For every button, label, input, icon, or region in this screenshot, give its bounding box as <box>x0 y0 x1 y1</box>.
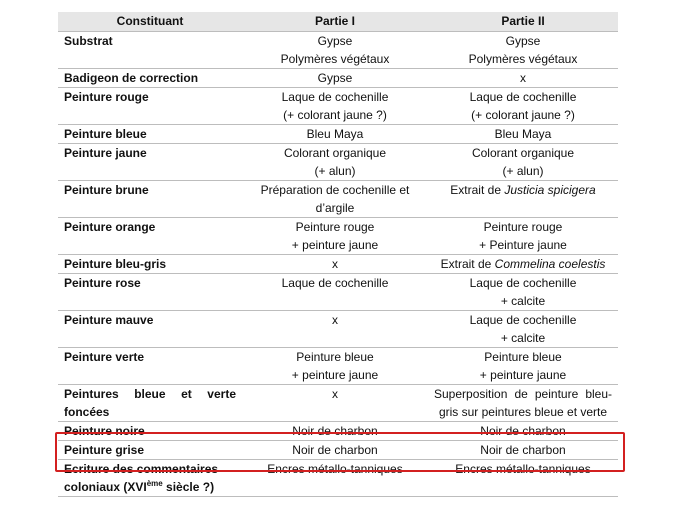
cell-line: Préparation de cochenille et <box>260 183 410 197</box>
cell-line: Polymères végétaux <box>468 52 578 66</box>
cell-line: x <box>332 313 338 327</box>
cell-line: Peinture brune <box>64 183 149 197</box>
cell-line: foncées <box>64 405 110 419</box>
cell-line: Colorant organique <box>471 146 575 160</box>
cell-line: Bleu Maya <box>494 127 552 141</box>
table-row <box>58 255 618 274</box>
cell-line: x <box>332 257 338 271</box>
table-row <box>58 441 618 460</box>
cell-line: Badigeon de correction <box>64 71 199 85</box>
constituant-cell <box>58 218 242 255</box>
cell-line: Gypse <box>317 34 353 48</box>
cell-line <box>434 255 612 273</box>
table-row <box>58 88 618 125</box>
constituents-table <box>58 12 618 497</box>
constituant-cell <box>58 274 242 311</box>
text-part: siècle ?) <box>162 480 215 494</box>
table-row <box>58 218 618 255</box>
cell-line: Peinture bleue <box>296 350 374 364</box>
constituant-cell <box>58 88 242 125</box>
partie-1-cell <box>242 311 428 348</box>
cell-line: Noir de charbon <box>292 443 378 457</box>
partie-2-cell <box>428 32 618 69</box>
cell-line: + calcite <box>500 294 546 308</box>
partie-1-cell <box>242 88 428 125</box>
constituant-cell <box>58 255 242 274</box>
cell-line: Gypse <box>505 34 541 48</box>
cell-line: Superposition de peinture bleu- <box>434 387 612 401</box>
cell-line: Peinture jaune <box>64 146 147 160</box>
partie-1-cell <box>242 144 428 181</box>
partie-1-cell <box>242 274 428 311</box>
cell-line: (+ alun) <box>314 164 356 178</box>
cell-line: Laque de cochenille <box>469 90 577 104</box>
constituant-cell <box>58 181 242 218</box>
partie-2-cell <box>428 69 618 88</box>
cell-line: + peinture jaune <box>479 368 567 382</box>
partie-1-cell <box>242 385 428 422</box>
table-row <box>58 385 618 422</box>
partie-2-cell <box>428 125 618 144</box>
table-row <box>58 348 618 385</box>
header-partie-1: Partie I <box>242 12 428 32</box>
table-row <box>58 274 618 311</box>
cell-line: Peinture orange <box>64 220 156 234</box>
constituant-cell <box>58 144 242 181</box>
constituant-cell <box>58 348 242 385</box>
cell-line: Peinture rouge <box>295 220 375 234</box>
cell-line: Peinture verte <box>64 350 145 364</box>
cell-line: Bleu Maya <box>306 127 364 141</box>
cell-line <box>64 478 236 496</box>
partie-2-cell <box>428 348 618 385</box>
cell-line: Laque de cochenille <box>281 90 389 104</box>
cell-line: Peinture noire <box>64 424 145 438</box>
constituant-cell <box>58 311 242 348</box>
cell-line: (+ colorant jaune ?) <box>471 108 575 122</box>
constituant-cell <box>58 422 242 441</box>
partie-1-cell <box>242 255 428 274</box>
table-row <box>58 422 618 441</box>
cell-line: Peintures bleue et verte <box>64 387 236 401</box>
cell-line: Peinture rose <box>64 276 141 290</box>
table-row <box>58 460 618 497</box>
partie-1-cell <box>242 181 428 218</box>
cell-line: Encres métallo-tanniques <box>267 462 403 476</box>
cell-line: gris sur peintures bleue et verte <box>438 405 608 419</box>
partie-2-cell <box>428 441 618 460</box>
cell-line: Peinture bleue <box>484 350 562 364</box>
cell-line: Polymères végétaux <box>280 52 390 66</box>
text-part: coloniaux (XVI <box>64 480 147 494</box>
constituant-cell <box>58 460 242 497</box>
table-body <box>58 32 618 497</box>
constituant-cell <box>58 125 242 144</box>
cell-line: d’argile <box>315 201 355 215</box>
partie-1-cell <box>242 125 428 144</box>
table-header <box>58 12 618 32</box>
cell-line: Noir de charbon <box>292 424 378 438</box>
partie-1-cell <box>242 69 428 88</box>
partie-2-cell <box>428 255 618 274</box>
text-part: Extrait de <box>440 257 495 271</box>
partie-2-cell <box>428 218 618 255</box>
cell-line: x <box>332 387 338 401</box>
partie-1-cell <box>242 460 428 497</box>
partie-2-cell <box>428 460 618 497</box>
cell-line: Peinture grise <box>64 443 145 457</box>
table-row <box>58 311 618 348</box>
cell-line: Laque de cochenille <box>469 313 577 327</box>
cell-line: x <box>520 71 526 85</box>
cell-line: + calcite <box>500 331 546 345</box>
table-row <box>58 32 618 69</box>
species-name: Commelina coelestis <box>494 257 606 271</box>
partie-1-cell <box>242 32 428 69</box>
cell-line: (+ colorant jaune ?) <box>283 108 387 122</box>
species-name: Justicia spicigera <box>504 183 596 197</box>
partie-1-cell <box>242 218 428 255</box>
cell-line: Peinture mauve <box>64 313 154 327</box>
cell-line: (+ alun) <box>502 164 544 178</box>
cell-line: Peinture bleue <box>64 127 147 141</box>
partie-2-cell <box>428 144 618 181</box>
table-row <box>58 125 618 144</box>
cell-line: Noir de charbon <box>480 424 566 438</box>
cell-line: Peinture rouge <box>64 90 149 104</box>
constituant-cell <box>58 69 242 88</box>
cell-line: Ecriture des commentaires <box>64 462 219 476</box>
partie-2-cell <box>428 311 618 348</box>
cell-line: Peinture bleu-gris <box>64 257 167 271</box>
header-constituant: Constituant <box>58 12 242 32</box>
table-row <box>58 69 618 88</box>
partie-2-cell <box>428 274 618 311</box>
cell-line: + Peinture jaune <box>479 238 567 252</box>
constituant-cell <box>58 441 242 460</box>
partie-1-cell <box>242 422 428 441</box>
partie-2-cell <box>428 88 618 125</box>
cell-line: Peinture rouge <box>483 220 563 234</box>
partie-1-cell <box>242 441 428 460</box>
cell-line: + peinture jaune <box>291 238 379 252</box>
table-row <box>58 144 618 181</box>
table-row <box>58 181 618 218</box>
partie-2-cell <box>428 422 618 441</box>
header-partie-2: Partie II <box>428 12 618 32</box>
cell-line: Laque de cochenille <box>281 276 389 290</box>
text-part: Extrait de <box>450 183 505 197</box>
cell-line: Colorant organique <box>283 146 387 160</box>
constituant-cell <box>58 32 242 69</box>
cell-line: Laque de cochenille <box>469 276 577 290</box>
cell-line: + peinture jaune <box>291 368 379 382</box>
partie-2-cell <box>428 181 618 218</box>
cell-line: Noir de charbon <box>480 443 566 457</box>
cell-line: Substrat <box>64 34 113 48</box>
superscript: ème <box>146 479 163 488</box>
cell-line <box>434 181 612 199</box>
cell-line: Gypse <box>317 71 353 85</box>
constituant-cell <box>58 385 242 422</box>
cell-line: Encres métallo-tanniques <box>455 462 591 476</box>
partie-2-cell <box>428 385 618 422</box>
partie-1-cell <box>242 348 428 385</box>
